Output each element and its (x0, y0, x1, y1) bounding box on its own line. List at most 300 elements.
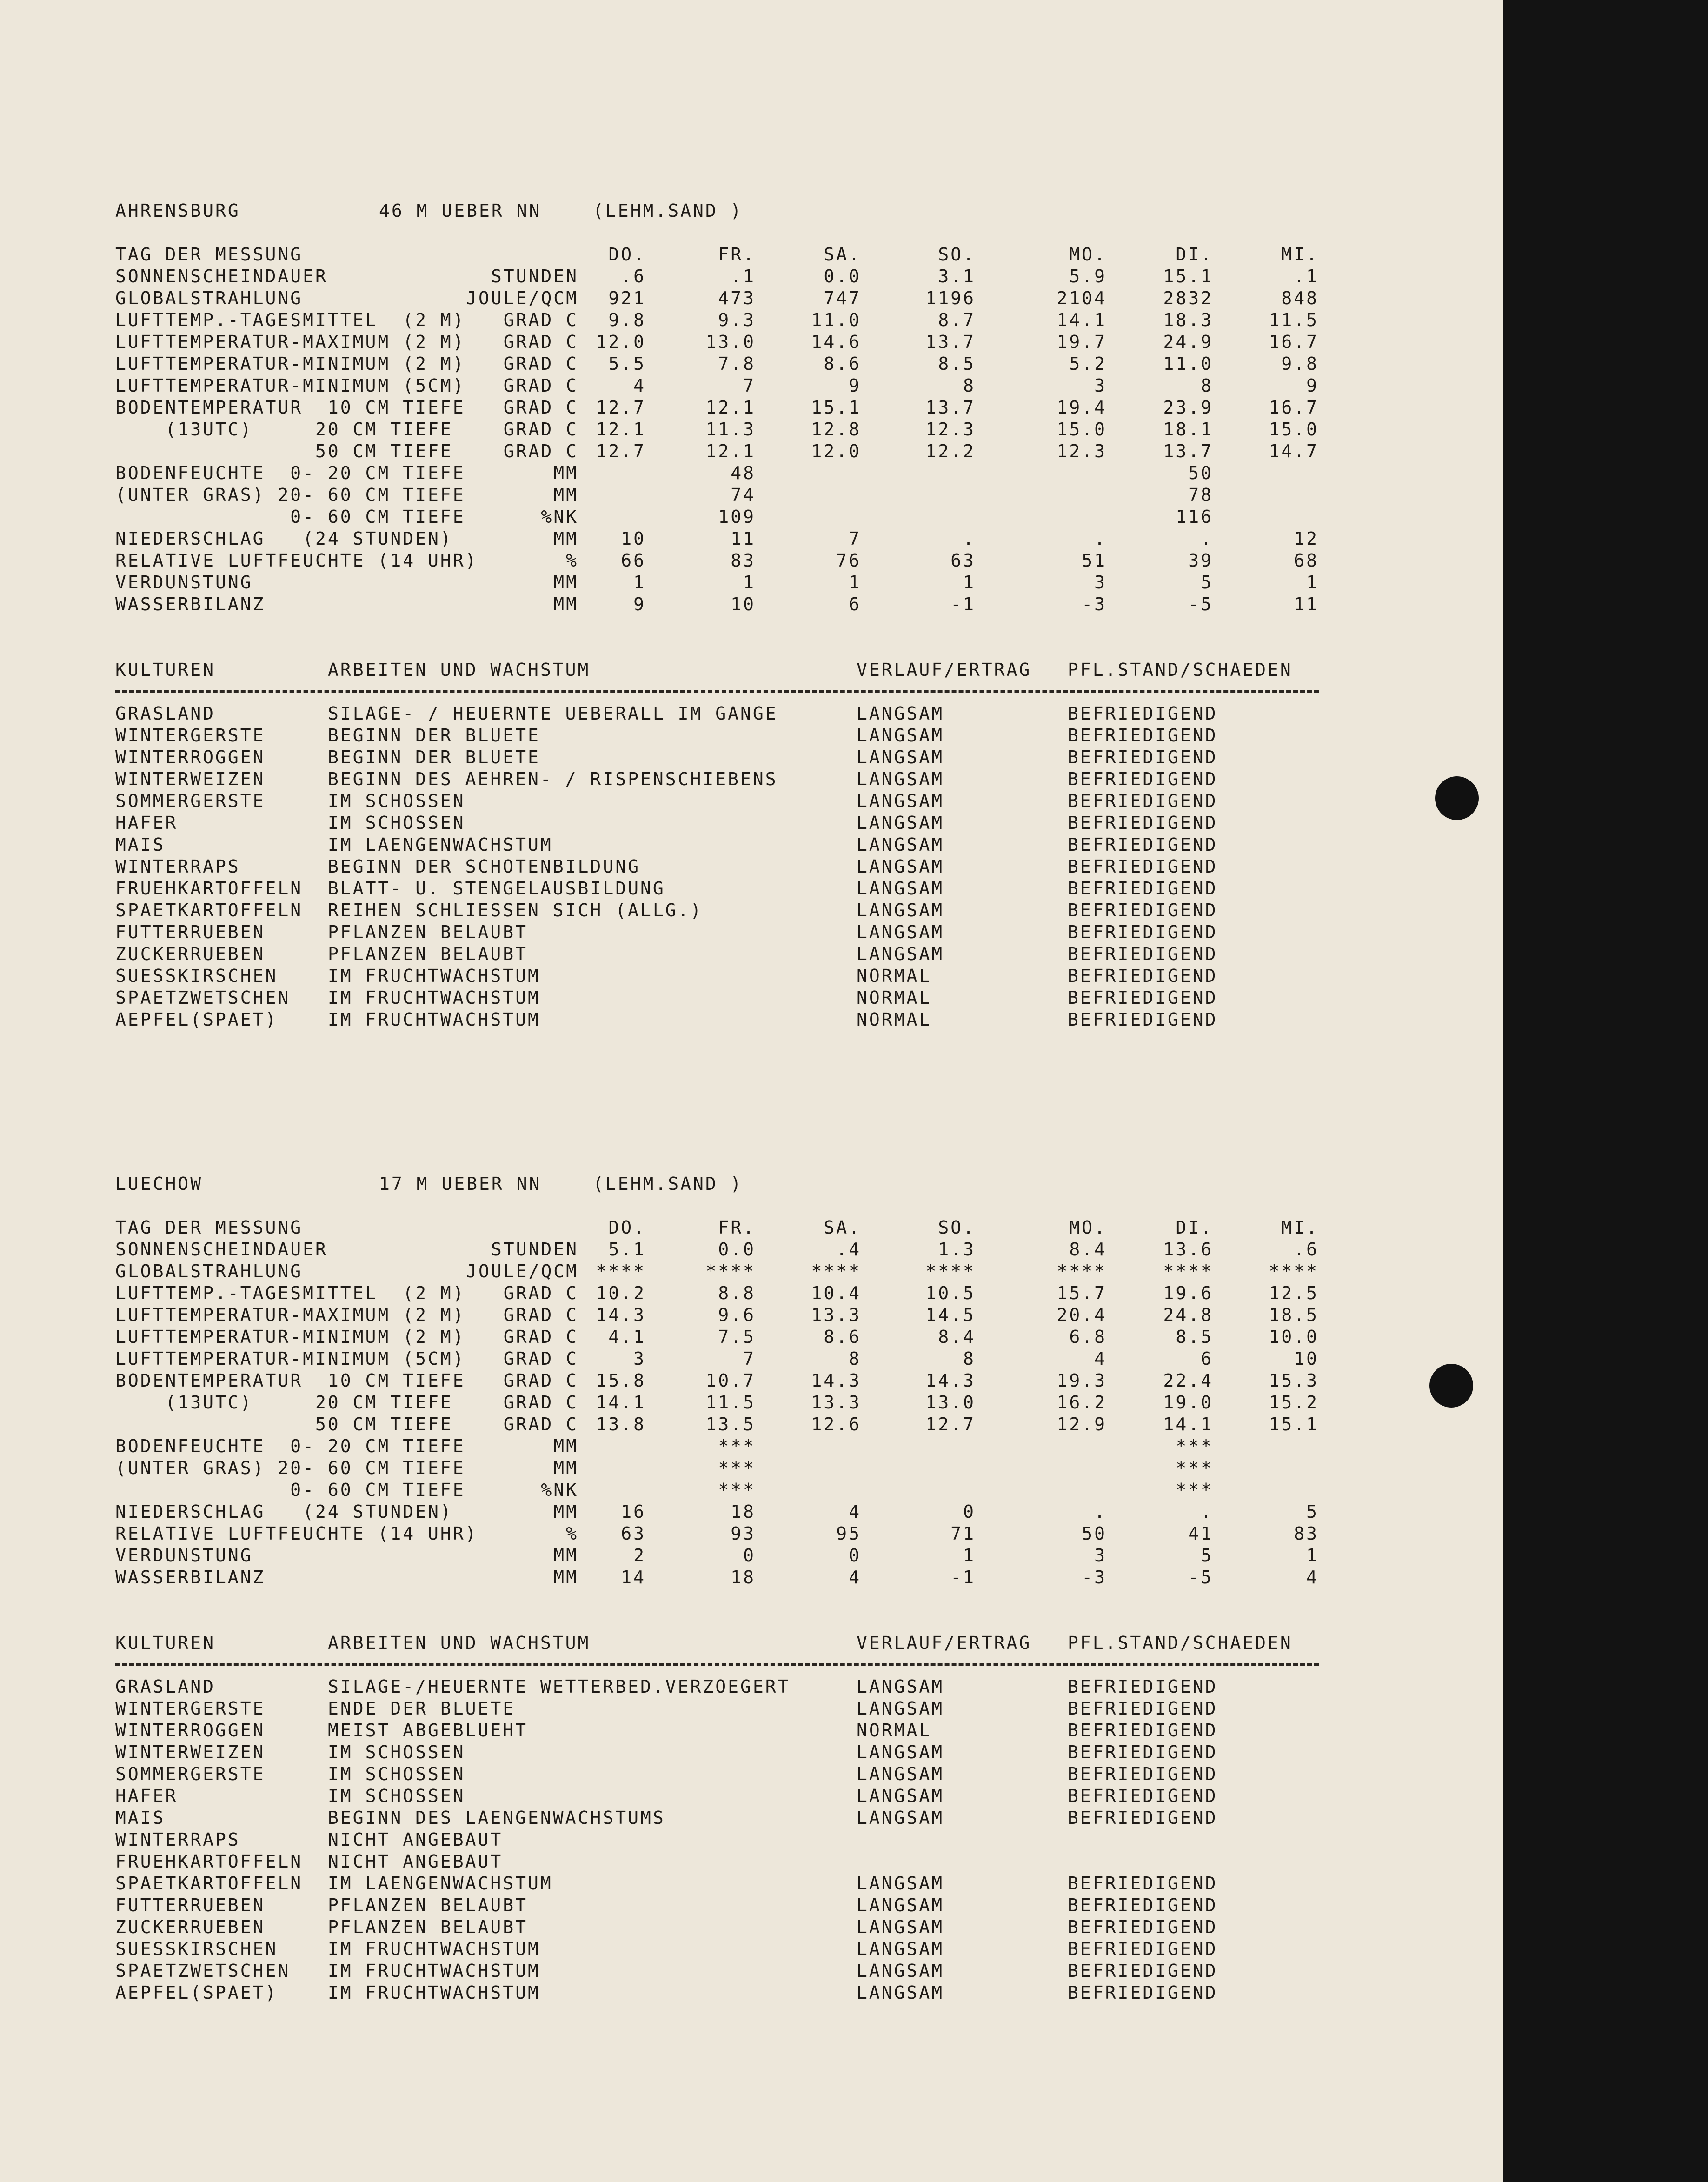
weather-row-label: (UNTER GRAS) 20- 60 CM TIEFE (115, 485, 465, 505)
weather-value: 2104 (1057, 288, 1107, 308)
weather-value: 16.2 (1057, 1392, 1107, 1413)
weather-row-unit: GRAD C (503, 310, 578, 330)
weather-value: 921 (608, 288, 646, 308)
crop-condition: BEFRIEDIGEND (1068, 1720, 1218, 1741)
crops-header-kulturen: KULTUREN (115, 660, 216, 680)
weather-value: 5.5 (608, 354, 646, 374)
crop-work: IM LAENGENWACHSTUM (328, 1873, 553, 1894)
crop-work: BEGINN DER SCHOTENBILDUNG (328, 856, 640, 877)
crop-course: LANGSAM (857, 1939, 944, 1959)
weather-row-label: (13UTC) 20 CM TIEFE (115, 1392, 453, 1413)
weather-value: 1196 (925, 288, 976, 308)
crop-name: GRASLAND (115, 1676, 216, 1697)
weather-row-label: NIEDERSCHLAG (24 STUNDEN) (115, 1501, 453, 1522)
weather-row-label: LUFTTEMP.-TAGESMITTEL (2 M) (115, 1283, 465, 1303)
crop-condition: BEFRIEDIGEND (1068, 1786, 1218, 1806)
weather-value: 71 (950, 1523, 976, 1544)
weather-value: 6 (849, 594, 861, 614)
weather-value: *** (1176, 1480, 1213, 1500)
weather-row-unit: GRAD C (503, 419, 578, 440)
weather-row-label: LUFTTEMP.-TAGESMITTEL (2 M) (115, 310, 465, 330)
weather-value: 8.5 (938, 354, 976, 374)
weather-row-unit: MM (553, 594, 578, 614)
weather-value: 9.8 (608, 310, 646, 330)
weather-value: 0 (849, 1545, 861, 1566)
weather-value: 9 (1306, 375, 1319, 396)
crop-condition: BEFRIEDIGEND (1068, 1961, 1218, 1981)
weather-value: 14.3 (925, 1370, 976, 1391)
crop-work: IM SCHOSSEN (328, 1742, 465, 1762)
crop-condition: BEFRIEDIGEND (1068, 988, 1218, 1008)
crop-name: SOMMERGERSTE (115, 1764, 266, 1784)
weather-value: 5.9 (1069, 266, 1107, 287)
crop-course: LANGSAM (857, 1698, 944, 1719)
crop-work: IM SCHOSSEN (328, 1764, 465, 1784)
day-header: DO. (608, 244, 646, 265)
weather-row-label: BODENTEMPERATUR 10 CM TIEFE (115, 1370, 465, 1391)
weather-value: 3 (1094, 375, 1107, 396)
crop-name: SPAETKARTOFFELN (115, 1873, 303, 1894)
day-header: SA. (824, 244, 861, 265)
weather-row-label: LUFTTEMPERATUR-MAXIMUM (2 M) (115, 332, 465, 352)
crop-course: LANGSAM (857, 1808, 944, 1828)
crop-name: WINTERROGGEN (115, 1720, 266, 1741)
weather-value: 13.0 (705, 332, 756, 352)
weather-row-label: WASSERBILANZ (115, 594, 266, 614)
crop-work: ENDE DER BLUETE (328, 1698, 516, 1719)
weather-value: 6.8 (1069, 1327, 1107, 1347)
crop-work: BEGINN DER BLUETE (328, 747, 540, 767)
weather-value: 14.1 (1057, 310, 1107, 330)
weather-row-label: BODENTEMPERATUR 10 CM TIEFE (115, 397, 465, 418)
crop-condition: BEFRIEDIGEND (1068, 966, 1218, 986)
weather-value: 11.3 (705, 419, 756, 440)
crops-header-stand: PFL.STAND/SCHAEDEN (1068, 1633, 1293, 1653)
dashed-divider (115, 690, 1319, 693)
weather-value: 18 (731, 1501, 756, 1522)
crop-condition: BEFRIEDIGEND (1068, 1808, 1218, 1828)
weather-row-unit: MM (553, 1501, 578, 1522)
weather-value: 16.7 (1269, 397, 1319, 418)
crop-name: WINTERGERSTE (115, 725, 266, 746)
weather-row-unit: GRAD C (503, 332, 578, 352)
weather-value: 9 (849, 375, 861, 396)
station-name: AHRENSBURG (115, 200, 240, 221)
day-header: MO. (1069, 1217, 1107, 1238)
weather-row-label: (13UTC) 20 CM TIEFE (115, 419, 453, 440)
weather-value: 3 (1094, 572, 1107, 593)
weather-value: -3 (1082, 594, 1107, 614)
weather-value: 8.5 (1176, 1327, 1213, 1347)
day-header: FR. (718, 1217, 756, 1238)
weather-row-unit: GRAD C (503, 1370, 578, 1391)
weather-value: 14 (621, 1567, 646, 1588)
crop-name: SPAETZWETSCHEN (115, 1961, 291, 1981)
weather-value: 3 (1094, 1545, 1107, 1566)
weather-row-unit: %NK (541, 507, 578, 527)
weather-row-unit: % (566, 550, 578, 571)
weather-value: 10 (731, 594, 756, 614)
crop-name: FRUEHKARTOFFELN (115, 1851, 303, 1872)
weather-value: -5 (1188, 1567, 1213, 1588)
weather-value: 473 (718, 288, 756, 308)
weather-value: 14.7 (1269, 441, 1319, 461)
weather-value: 13.0 (925, 1392, 976, 1413)
crop-course: LANGSAM (857, 856, 944, 877)
crop-work: MEIST ABGEBLUEHT (328, 1720, 528, 1741)
weather-row-label: BODENFEUCHTE 0- 20 CM TIEFE (115, 463, 465, 483)
crop-name: MAIS (115, 834, 166, 855)
weather-value: 13.6 (1163, 1239, 1213, 1260)
crop-work: IM FRUCHTWACHSTUM (328, 1009, 540, 1030)
crop-name: SUESSKIRSCHEN (115, 1939, 278, 1959)
weather-value: 13.7 (1163, 441, 1213, 461)
crop-course: LANGSAM (857, 1895, 944, 1915)
crop-work: PFLANZEN BELAUBT (328, 922, 528, 942)
weather-value: 7 (743, 375, 756, 396)
weather-value: 8.6 (824, 354, 861, 374)
weather-row-unit: JOULE/QCM (466, 288, 578, 308)
crop-name: SUESSKIRSCHEN (115, 966, 278, 986)
crop-work: IM FRUCHTWACHSTUM (328, 966, 540, 986)
crop-course: LANGSAM (857, 878, 944, 899)
crop-name: WINTERRAPS (115, 1829, 240, 1850)
weather-value: 19.4 (1057, 397, 1107, 418)
weather-value: 66 (621, 550, 646, 571)
weather-value: 13.7 (925, 332, 976, 352)
weather-value: 15.1 (1163, 266, 1213, 287)
crops-header-arbeiten: ARBEITEN UND WACHSTUM (328, 1633, 591, 1653)
weather-value: 41 (1188, 1523, 1213, 1544)
weather-value: 4 (849, 1501, 861, 1522)
weather-value: 2 (633, 1545, 646, 1566)
weather-value: 13.5 (705, 1414, 756, 1435)
weather-value: 10.2 (596, 1283, 646, 1303)
weather-value: 14.5 (925, 1305, 976, 1325)
weather-value: 3.1 (938, 266, 976, 287)
weather-value: *** (718, 1458, 756, 1478)
weather-value: .4 (836, 1239, 861, 1260)
weather-row-label: 50 CM TIEFE (115, 1414, 453, 1435)
crop-course: LANGSAM (857, 1982, 944, 2003)
crop-condition: BEFRIEDIGEND (1068, 1742, 1218, 1762)
weather-value: 63 (621, 1523, 646, 1544)
weather-row-unit: MM (553, 1458, 578, 1478)
weather-value: 12.3 (925, 419, 976, 440)
weather-value: 8 (1201, 375, 1213, 396)
weather-row-label: VERDUNSTUNG (115, 572, 253, 593)
weather-value: 1 (743, 572, 756, 593)
crop-condition: BEFRIEDIGEND (1068, 769, 1218, 789)
weather-value: 18 (731, 1567, 756, 1588)
weather-value: 1 (963, 572, 976, 593)
crop-course: LANGSAM (857, 944, 944, 964)
crop-work: IM FRUCHTWACHSTUM (328, 1939, 540, 1959)
crop-name: HAFER (115, 813, 178, 833)
weather-value: 18.5 (1269, 1305, 1319, 1325)
crop-course: LANGSAM (857, 1917, 944, 1937)
weather-value: **** (1057, 1261, 1107, 1281)
weather-value: -1 (950, 1567, 976, 1588)
weather-row-label: SONNENSCHEINDAUER (115, 266, 328, 287)
crop-name: AEPFEL(SPAET) (115, 1982, 278, 2003)
weather-value: 4.1 (608, 1327, 646, 1347)
weather-value: 10.0 (1269, 1327, 1319, 1347)
crop-course: NORMAL (857, 1720, 932, 1741)
weather-value: 83 (1294, 1523, 1319, 1544)
weather-row-label: NIEDERSCHLAG (24 STUNDEN) (115, 528, 453, 549)
weather-value: 5.2 (1069, 354, 1107, 374)
weather-value: 15.1 (1269, 1414, 1319, 1435)
weather-value: 14.3 (811, 1370, 861, 1391)
crop-course: LANGSAM (857, 1961, 944, 1981)
crop-course: LANGSAM (857, 725, 944, 746)
day-header: DI. (1176, 244, 1213, 265)
station-elevation: 17 M UEBER NN (379, 1174, 542, 1194)
weather-value: 6 (1201, 1348, 1213, 1369)
weather-row-unit: GRAD C (503, 397, 578, 418)
weather-value: . (1094, 1501, 1107, 1522)
crop-course: LANGSAM (857, 1676, 944, 1697)
crop-work: IM FRUCHTWACHSTUM (328, 988, 540, 1008)
weather-value: 0.0 (824, 266, 861, 287)
crop-work: REIHEN SCHLIESSEN SICH (ALLG.) (328, 900, 703, 921)
weather-value: 9.6 (718, 1305, 756, 1325)
weather-row-unit: GRAD C (503, 1414, 578, 1435)
weather-row-unit: % (566, 1523, 578, 1544)
weather-value: 12.1 (705, 397, 756, 418)
weather-value: **** (1269, 1261, 1319, 1281)
weather-value: 1.3 (938, 1239, 976, 1260)
weather-value: 15.0 (1057, 419, 1107, 440)
weather-row-unit: MM (553, 528, 578, 549)
crop-name: WINTERGERSTE (115, 1698, 266, 1719)
weather-value: . (963, 528, 976, 549)
crops-header-arbeiten: ARBEITEN UND WACHSTUM (328, 660, 591, 680)
weather-row-label: 50 CM TIEFE (115, 441, 453, 461)
weather-value: 48 (731, 463, 756, 483)
weather-value: 13.3 (811, 1305, 861, 1325)
station-soil: (LEHM.SAND ) (593, 1174, 743, 1194)
crop-work: NICHT ANGEBAUT (328, 1851, 503, 1872)
crop-work: PFLANZEN BELAUBT (328, 1917, 528, 1937)
weather-value: 50 (1188, 463, 1213, 483)
weather-value: 0.0 (718, 1239, 756, 1260)
crop-condition: BEFRIEDIGEND (1068, 1895, 1218, 1915)
station-name: LUECHOW (115, 1174, 203, 1194)
crop-name: WINTERWEIZEN (115, 769, 266, 789)
weather-row-unit: STUNDEN (491, 1239, 578, 1260)
crop-name: HAFER (115, 1786, 178, 1806)
crop-work: IM SCHOSSEN (328, 813, 465, 833)
weather-value: 11.0 (1163, 354, 1213, 374)
weather-row-label: (UNTER GRAS) 20- 60 CM TIEFE (115, 1458, 465, 1478)
crops-header-stand: PFL.STAND/SCHAEDEN (1068, 660, 1293, 680)
crop-condition: BEFRIEDIGEND (1068, 944, 1218, 964)
crop-course: LANGSAM (857, 703, 944, 724)
weather-value: 10 (1294, 1348, 1319, 1369)
weather-value: 12.7 (925, 1414, 976, 1435)
crop-work: PFLANZEN BELAUBT (328, 944, 528, 964)
station-elevation: 46 M UEBER NN (379, 200, 542, 221)
weather-value: 12.7 (596, 441, 646, 461)
weather-value: 12 (1294, 528, 1319, 549)
weather-value: 78 (1188, 485, 1213, 505)
crop-course: LANGSAM (857, 900, 944, 921)
crop-condition: BEFRIEDIGEND (1068, 747, 1218, 767)
crop-condition: BEFRIEDIGEND (1068, 725, 1218, 746)
weather-value: 11 (731, 528, 756, 549)
crop-course: LANGSAM (857, 1786, 944, 1806)
weather-value: 10.4 (811, 1283, 861, 1303)
weather-value: 19.6 (1163, 1283, 1213, 1303)
day-header: DI. (1176, 1217, 1213, 1238)
weather-row-unit: GRAD C (503, 441, 578, 461)
weather-value: 8.4 (1069, 1239, 1107, 1260)
weather-value: **** (596, 1261, 646, 1281)
weather-value: 0 (963, 1501, 976, 1522)
weather-value: 15.3 (1269, 1370, 1319, 1391)
weather-value: 16 (621, 1501, 646, 1522)
weather-value: -5 (1188, 594, 1213, 614)
crop-course: LANGSAM (857, 1764, 944, 1784)
weather-row-unit: MM (553, 1545, 578, 1566)
crop-name: WINTERROGGEN (115, 747, 266, 767)
weather-header: TAG DER MESSUNG (115, 244, 303, 265)
weather-row-unit: MM (553, 485, 578, 505)
crop-work: IM LAENGENWACHSTUM (328, 834, 553, 855)
weather-value: 5 (1201, 572, 1213, 593)
weather-value: 14.6 (811, 332, 861, 352)
weather-value: **** (705, 1261, 756, 1281)
weather-value: 63 (950, 550, 976, 571)
weather-value: 1 (1306, 1545, 1319, 1566)
weather-row-unit: MM (553, 463, 578, 483)
crop-work: IM SCHOSSEN (328, 1786, 465, 1806)
weather-value: 14.1 (596, 1392, 646, 1413)
weather-value: 93 (731, 1523, 756, 1544)
weather-value: **** (925, 1261, 976, 1281)
crop-work: BLATT- U. STENGELAUSBILDUNG (328, 878, 665, 899)
weather-row-label: BODENFEUCHTE 0- 20 CM TIEFE (115, 1436, 465, 1456)
weather-value: 12.9 (1057, 1414, 1107, 1435)
weather-value: . (1201, 528, 1213, 549)
weather-value: 3 (633, 1348, 646, 1369)
crop-work: IM SCHOSSEN (328, 791, 465, 811)
dark-scan-border (1503, 0, 1708, 2182)
weather-value: 83 (731, 550, 756, 571)
day-header: MI. (1281, 244, 1319, 265)
weather-value: 12.8 (811, 419, 861, 440)
crops-header-verlauf: VERLAUF/ERTRAG (857, 1633, 1032, 1653)
crop-condition: BEFRIEDIGEND (1068, 1676, 1218, 1697)
weather-value: 13.7 (925, 397, 976, 418)
weather-value: 8.6 (824, 1327, 861, 1347)
weather-value: 7.8 (718, 354, 756, 374)
weather-row-label: 0- 60 CM TIEFE (115, 507, 465, 527)
weather-value: 109 (718, 507, 756, 527)
crop-condition: BEFRIEDIGEND (1068, 1698, 1218, 1719)
weather-value: *** (1176, 1458, 1213, 1478)
weather-row-label: LUFTTEMPERATUR-MINIMUM (5CM) (115, 375, 465, 396)
crop-name: SOMMERGERSTE (115, 791, 266, 811)
crop-name: MAIS (115, 1808, 166, 1828)
weather-value: 24.8 (1163, 1305, 1213, 1325)
weather-value: 20.4 (1057, 1305, 1107, 1325)
weather-row-label: LUFTTEMPERATUR-MAXIMUM (2 M) (115, 1305, 465, 1325)
weather-value: 8 (963, 1348, 976, 1369)
crop-name: SPAETKARTOFFELN (115, 900, 303, 921)
weather-value: 14.3 (596, 1305, 646, 1325)
weather-value: 848 (1281, 288, 1319, 308)
crop-condition: BEFRIEDIGEND (1068, 703, 1218, 724)
crop-course: LANGSAM (857, 747, 944, 767)
crop-course: LANGSAM (857, 769, 944, 789)
crop-condition: BEFRIEDIGEND (1068, 813, 1218, 833)
weather-row-unit: GRAD C (503, 1348, 578, 1369)
weather-value: 12.2 (925, 441, 976, 461)
crop-name: FUTTERRUEBEN (115, 1895, 266, 1915)
weather-value: -1 (950, 594, 976, 614)
weather-value: **** (1163, 1261, 1213, 1281)
weather-value: 4 (849, 1567, 861, 1588)
crop-name: AEPFEL(SPAET) (115, 1009, 278, 1030)
weather-value: 16.7 (1269, 332, 1319, 352)
weather-value: 1 (963, 1545, 976, 1566)
weather-row-label: SONNENSCHEINDAUER (115, 1239, 328, 1260)
crop-work: IM FRUCHTWACHSTUM (328, 1982, 540, 2003)
weather-header: TAG DER MESSUNG (115, 1217, 303, 1238)
weather-value: 39 (1188, 550, 1213, 571)
weather-value: 4 (1094, 1348, 1107, 1369)
station-soil: (LEHM.SAND ) (593, 200, 743, 221)
weather-value: 4 (633, 375, 646, 396)
weather-value: 19.3 (1057, 1370, 1107, 1391)
weather-value: 18.1 (1163, 419, 1213, 440)
weather-value: 12.7 (596, 397, 646, 418)
crop-name: ZUCKERRUEBEN (115, 1917, 266, 1937)
crop-condition: BEFRIEDIGEND (1068, 900, 1218, 921)
weather-value: 9.8 (1281, 354, 1319, 374)
weather-value: 51 (1082, 550, 1107, 571)
crop-work: SILAGE-/HEUERNTE WETTERBED.VERZOEGERT (328, 1676, 791, 1697)
weather-row-label: GLOBALSTRAHLUNG (115, 1261, 303, 1281)
weather-value: 68 (1294, 550, 1319, 571)
weather-value: . (1094, 528, 1107, 549)
weather-value: 12.5 (1269, 1283, 1319, 1303)
weather-value: 15.2 (1269, 1392, 1319, 1413)
crop-name: SPAETZWETSCHEN (115, 988, 291, 1008)
weather-value: 10.5 (925, 1283, 976, 1303)
crop-condition: BEFRIEDIGEND (1068, 1873, 1218, 1894)
weather-row-unit: MM (553, 572, 578, 593)
day-header: SA. (824, 1217, 861, 1238)
weather-value: 0 (743, 1545, 756, 1566)
crop-work: NICHT ANGEBAUT (328, 1829, 503, 1850)
weather-row-label: WASSERBILANZ (115, 1567, 266, 1588)
weather-row-unit: GRAD C (503, 354, 578, 374)
weather-row-label: LUFTTEMPERATUR-MINIMUM (2 M) (115, 354, 465, 374)
weather-value: 12.1 (705, 441, 756, 461)
crop-work: SILAGE- / HEUERNTE UEBERALL IM GANGE (328, 703, 778, 724)
weather-value: 747 (824, 288, 861, 308)
weather-row-unit: GRAD C (503, 1327, 578, 1347)
weather-value: 5.1 (608, 1239, 646, 1260)
weather-value: 12.1 (596, 419, 646, 440)
crop-course: LANGSAM (857, 922, 944, 942)
day-header: MI. (1281, 1217, 1319, 1238)
weather-row-unit: GRAD C (503, 1305, 578, 1325)
